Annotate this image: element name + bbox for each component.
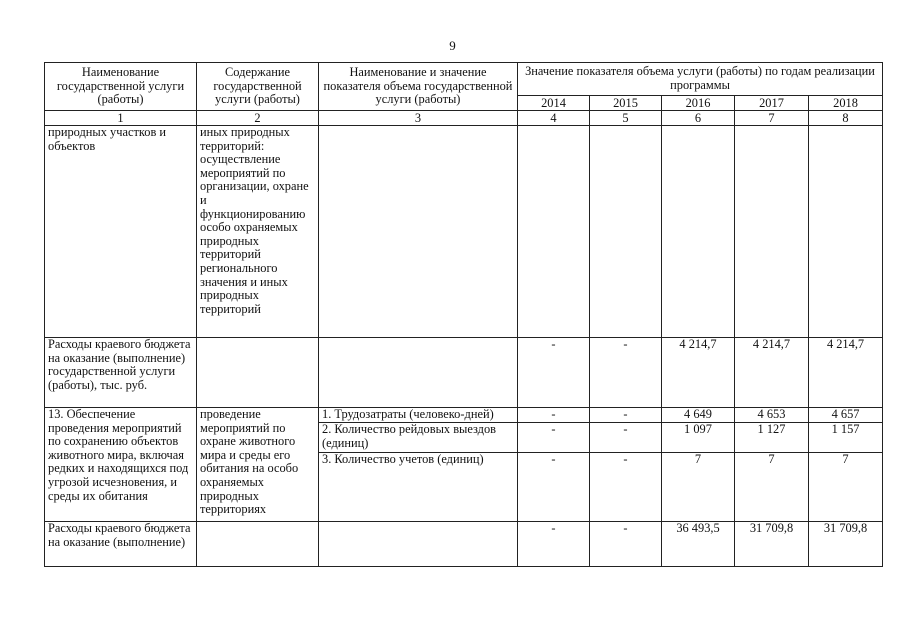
- header-service-content: Содержание государственной услуги (работы): [197, 63, 319, 111]
- table-row: [45, 408, 883, 423]
- header-year-2016: 2016: [662, 96, 735, 111]
- table-row: [45, 126, 883, 338]
- value-cell: 4 649: [662, 408, 735, 423]
- value-cell: 4 214,7: [809, 338, 883, 408]
- column-number: 8: [809, 111, 883, 126]
- budget-label-cell: Расходы краевого бюджета на оказание (выполнение): [45, 522, 197, 567]
- services-table: [44, 62, 883, 567]
- budget-label-cell: Расходы краевого бюджета на оказание (выполнение) государственной услуги (работы), тыс. руб.: [45, 338, 197, 408]
- service-name-cell: 13. Обеспечение проведения мероприятий по сохранению объектов животного мира, включая редких и находящихся под угрозой исчезновения, и среды их обитания: [45, 408, 197, 522]
- value-cell: 7: [809, 453, 883, 522]
- column-number: 7: [735, 111, 809, 126]
- value-cell: -: [518, 453, 590, 522]
- value-cell: 4 653: [735, 408, 809, 423]
- value-cell: -: [590, 423, 662, 453]
- table-row: [45, 522, 883, 567]
- value-cell: -: [590, 453, 662, 522]
- service-content-cell: иных природных территорий: осуществление мероприятий по организации, охране и функционированию особо охраняемых природных территорий регионального значения и иных природных территорий: [197, 126, 319, 338]
- service-name-cell: природных участков и объектов: [45, 126, 197, 338]
- header-service-name: Наименование государственной услуги (работы): [45, 63, 197, 111]
- service-content-cell: проведение мероприятий по охране животного мира и среды его обитания на особо охраняемых природных территориях: [197, 408, 319, 522]
- indicator-cell: 3. Количество учетов (единиц): [319, 453, 518, 522]
- value-cell: -: [518, 423, 590, 453]
- value-cell: 31 709,8: [809, 522, 883, 567]
- column-number: 4: [518, 111, 590, 126]
- column-number: 2: [197, 111, 319, 126]
- value-cell: 4 657: [809, 408, 883, 423]
- indicator-cell: 1. Трудозатраты (человеко-дней): [319, 408, 518, 423]
- page-number: 9: [449, 38, 456, 53]
- value-cell: 1 127: [735, 423, 809, 453]
- value-cell: -: [590, 522, 662, 567]
- column-number: 5: [590, 111, 662, 126]
- value-cell: -: [518, 408, 590, 423]
- column-number: 1: [45, 111, 197, 126]
- header-year-2015: 2015: [590, 96, 662, 111]
- value-cell: 4 214,7: [735, 338, 809, 408]
- table-row: [45, 338, 883, 408]
- column-number: 3: [319, 111, 518, 126]
- value-cell: 7: [662, 453, 735, 522]
- header-year-2014: 2014: [518, 96, 590, 111]
- value-cell: -: [590, 338, 662, 408]
- value-cell: 7: [735, 453, 809, 522]
- header-years-group: Значение показателя объема услуги (работы) по годам реализации программы: [518, 63, 883, 96]
- column-number: 6: [662, 111, 735, 126]
- value-cell: 4 214,7: [662, 338, 735, 408]
- value-cell: 1 157: [809, 423, 883, 453]
- value-cell: 36 493,5: [662, 522, 735, 567]
- indicator-cell: 2. Количество рейдовых выездов (единиц): [319, 423, 518, 453]
- header-year-2018: 2018: [809, 96, 883, 111]
- value-cell: -: [518, 338, 590, 408]
- value-cell: 31 709,8: [735, 522, 809, 567]
- value-cell: -: [518, 522, 590, 567]
- header-year-2017: 2017: [735, 96, 809, 111]
- value-cell: -: [590, 408, 662, 423]
- header-indicator: Наименование и значение показателя объема государственной услуги (работы): [319, 63, 518, 111]
- value-cell: 1 097: [662, 423, 735, 453]
